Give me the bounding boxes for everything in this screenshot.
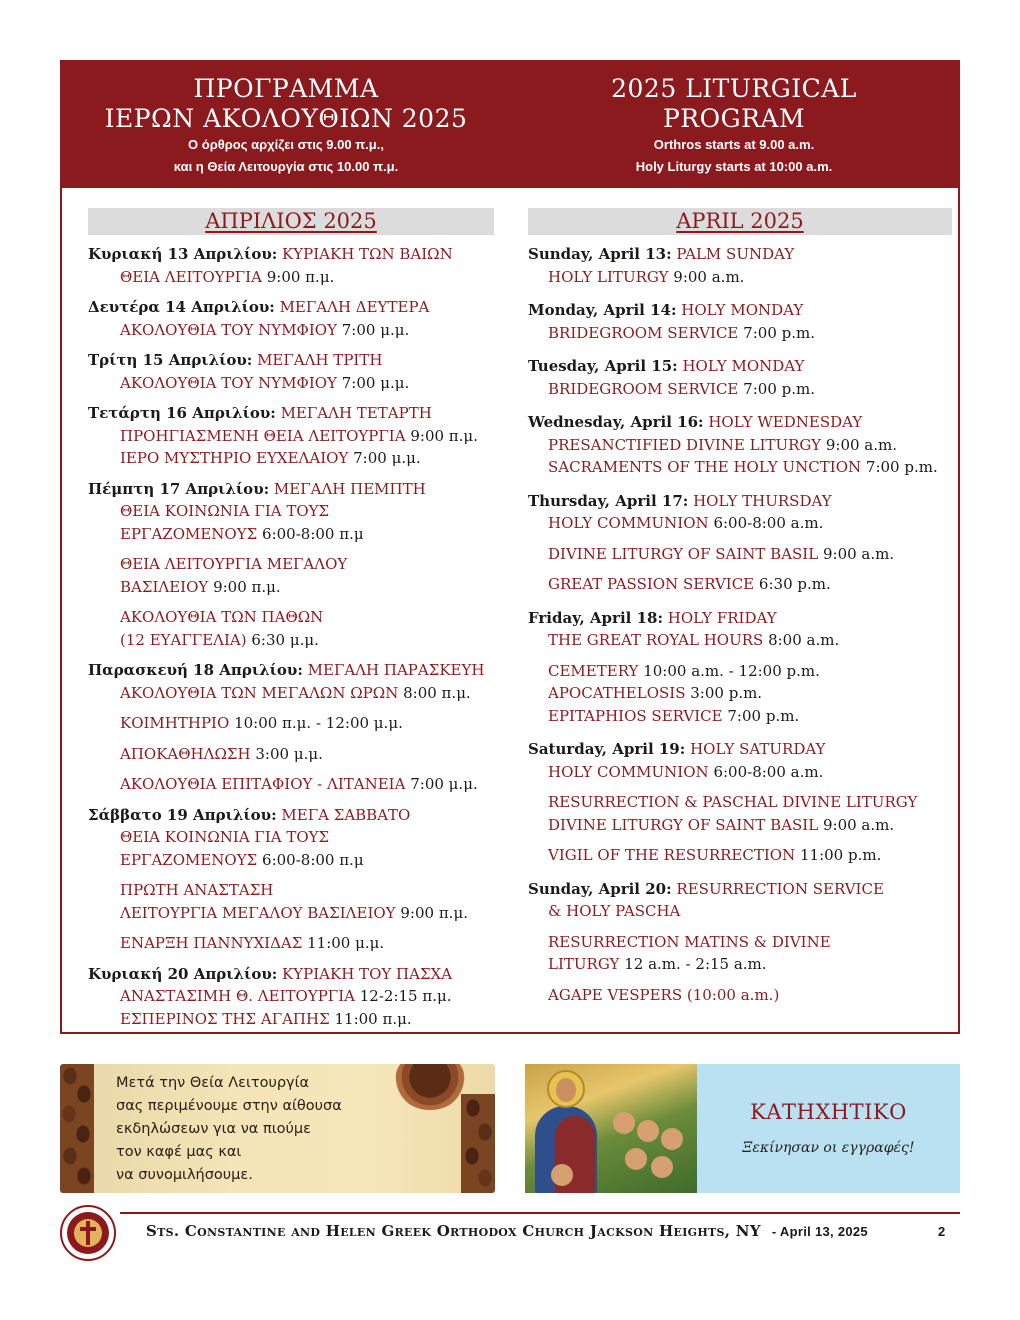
liturgical-program-frame	[60, 60, 960, 1034]
greek-day-title: ΜΕΓΑΛΗ ΠΕΜΠΤΗ	[273, 479, 426, 498]
greek-month-heading: ΑΠΡΙΛΙΟΣ 2025	[88, 208, 494, 235]
english-time: 10:00 a.m. - 12:00 p.m.	[643, 661, 820, 680]
greek-day-label: Σάββατο 19 Απριλίου:	[88, 805, 277, 824]
coffee-hour-ad	[60, 1064, 495, 1193]
greek-entry-monday-14	[88, 296, 494, 341]
greek-service: ΠΡΩΤΗ ΑΝΑΣΤΑΣΗ	[120, 881, 274, 899]
english-day-label: Wednesday, April 16:	[528, 413, 704, 431]
coffee-beans-right-image	[461, 1094, 495, 1193]
greek-service: ΑΚΟΛΟΥΘΙΑ ΕΠΙΤΑΦΙΟΥ - ΛΙΤΑΝΕΙΑ	[120, 775, 406, 793]
english-service: VIGIL OF THE RESURRECTION	[548, 846, 796, 864]
english-service: AGAPE VESPERS (10:00 a.m.)	[548, 985, 780, 1004]
english-day-title: PALM SUNDAY	[676, 245, 795, 263]
coffee-beans-left-image	[60, 1064, 94, 1193]
greek-entry-friday-18	[88, 659, 494, 796]
greek-day-title: ΚΥΡΙΑΚΗ ΤΟΥ ΠΑΣΧΑ	[282, 964, 453, 983]
greek-entry-thursday-17	[88, 478, 494, 652]
english-service: BRIDEGROOM SERVICE	[548, 379, 739, 398]
greek-time: 7:00 μ.μ.	[341, 373, 410, 392]
coffee-ad-line: εκδηλώσεων για να πιούμε	[116, 1121, 311, 1137]
greek-service: ΑΚΟΛΟΥΘΙΑ ΤΩΝ ΠΑΘΩΝ	[120, 608, 324, 626]
greek-time: 11:00 μ.μ.	[307, 934, 385, 952]
greek-entry-saturday-19	[88, 804, 494, 955]
english-time: 9:00 a.m.	[825, 435, 897, 454]
banner-english-sub-2: Holy Liturgy starts at 10:00 a.m.	[635, 159, 833, 174]
greek-service: ΕΣΠΕΡΙΝΟΣ ΤΗΣ ΑΓΑΠΗΣ	[120, 1009, 330, 1028]
greek-service: ΑΠΟΚΑΘΗΛΩΣΗ	[120, 744, 251, 763]
banner-greek-sub-1: Ο όρθρος αρχίζει στις 9.00 π.μ.,	[188, 137, 384, 152]
greek-service: ΛΕΙΤΟΥΡΓΙΑ ΜΕΓΑΛΟΥ ΒΑΣΙΛΕΙΟΥ	[120, 903, 396, 922]
greek-day-label: Πέμπτη 17 Απριλίου:	[88, 479, 270, 498]
greek-service: ΑΚΟΛΟΥΘΙΑ ΤΩΝ ΜΕΓΑΛΩΝ ΩΡΩΝ	[120, 683, 399, 702]
english-day-label: Monday, April 14:	[528, 301, 677, 319]
footer-church: Sts. Constantine and Helen Greek Orthodox Church Jackson Heights, NY	[146, 1222, 761, 1240]
english-day-title: RESURRECTION SERVICE	[676, 879, 884, 898]
english-entry-monday-14	[528, 299, 952, 344]
greek-entry-sunday-20	[88, 963, 494, 1031]
banner-greek-title-2: ΙΕΡΩΝ ΑΚΟΛΟΥΘΙΩΝ 2025	[104, 104, 468, 133]
english-day-label: Sunday, April 20:	[528, 879, 672, 898]
page-number: 2	[938, 1224, 946, 1239]
english-entry-wednesday-16	[528, 411, 952, 479]
english-service: BRIDEGROOM SERVICE	[548, 323, 739, 342]
greek-service: ΘΕΙΑ ΛΕΙΤΟΥΡΓΙΑ ΜΕΓΑΛΟΥ	[120, 555, 348, 573]
english-time: 12 a.m. - 2:15 a.m.	[624, 955, 767, 973]
greek-day-label: Κυριακή 13 Απριλίου:	[88, 245, 278, 263]
coffee-ad-line: σας περιμένουμε στην αίθουσα	[116, 1098, 342, 1114]
greek-service: ΕΝΑΡΞΗ ΠΑΝΝΥΧΙΔΑΣ	[120, 934, 303, 952]
greek-time: 11:00 π.μ.	[334, 1009, 412, 1028]
english-entry-friday-18	[528, 607, 952, 728]
footer-rule	[120, 1212, 960, 1214]
greek-day-label: Τρίτη 15 Απριλίου:	[88, 351, 253, 369]
english-time: 9:00 a.m.	[822, 815, 895, 834]
english-time: 9:00 a.m.	[822, 544, 895, 563]
greek-day-label: Δευτέρα 14 Απριλίου:	[88, 298, 275, 316]
english-day-title: HOLY SATURDAY	[690, 740, 826, 758]
greek-day-title: ΚΥΡΙΑΚΗ ΤΩΝ ΒΑΙΩΝ	[282, 245, 453, 263]
english-time: 6:00-8:00 a.m.	[713, 762, 824, 781]
greek-service: ΑΚΟΛΟΥΘΙΑ ΤΟΥ ΝΥΜΦΙΟΥ	[120, 320, 337, 339]
english-service: HOLY COMMUNION	[548, 762, 709, 781]
english-day-title: HOLY WEDNESDAY	[708, 413, 863, 431]
coffee-ad-line: Μετά την Θεία Λειτουργία	[116, 1075, 310, 1091]
english-service: HOLY LITURGY	[548, 267, 669, 286]
greek-time: 7:00 μ.μ.	[341, 320, 410, 339]
greek-time: 6:00-8:00 π.μ	[262, 850, 364, 869]
english-entry-tuesday-15	[528, 355, 952, 400]
coffee-ad-text	[116, 1072, 342, 1187]
greek-time: 9:00 π.μ.	[410, 426, 478, 445]
english-service: APOCATHELOSIS	[548, 684, 686, 702]
greek-service: ΠΡΟΗΓΙΑΣΜΕΝΗ ΘΕΙΑ ΛΕΙΤΟΥΡΓΙΑ	[120, 426, 406, 445]
footer-date: - April 13, 2025	[771, 1224, 868, 1239]
english-service: PRESANCTIFIED DIVINE LITURGY	[548, 435, 822, 454]
english-day-title: HOLY FRIDAY	[667, 608, 777, 627]
footer-church-name	[146, 1222, 868, 1240]
greek-service: ΕΡΓΑΖΟΜΕΝΟΥΣ	[120, 524, 258, 543]
greek-day-label: Τετάρτη 16 Απριλίου:	[88, 404, 276, 422]
christ-with-children-icon	[525, 1064, 697, 1193]
greek-service: ΘΕΙΑ ΚΟΙΝΩΝΙΑ ΓΙΑ ΤΟΥΣ	[120, 502, 330, 520]
english-service: DIVINE LITURGY OF SAINT BASIL	[548, 544, 819, 563]
greek-service: ΕΡΓΑΖΟΜΕΝΟΥΣ	[120, 850, 258, 869]
greek-entry-tuesday-15	[88, 349, 494, 394]
english-time: 3:00 p.m.	[690, 684, 763, 702]
english-day-title: HOLY MONDAY	[682, 357, 805, 375]
english-schedule	[528, 208, 952, 1017]
greek-entry-sunday-13	[88, 243, 494, 288]
english-service: RESURRECTION & PASCHAL DIVINE LITURGY	[548, 793, 918, 811]
english-entry-sunday-20	[528, 878, 952, 1007]
english-entry-saturday-19	[528, 738, 952, 867]
english-service: RESURRECTION MATINS & DIVINE	[548, 932, 831, 951]
english-day-label: Thursday, April 17:	[528, 491, 689, 510]
english-time: 6:00-8:00 a.m.	[713, 514, 824, 532]
coffee-ad-line: τον καφέ μας και	[116, 1144, 242, 1160]
banner-english-title-2: PROGRAM	[662, 104, 806, 133]
english-service: CEMETERY	[548, 661, 639, 680]
english-time: 7:00 p.m.	[727, 706, 800, 725]
english-time: 7:00 p.m.	[743, 323, 815, 342]
english-time: 9:00 a.m.	[673, 267, 745, 286]
english-service: DIVINE LITURGY OF SAINT BASIL	[548, 815, 819, 834]
english-entry-thursday-17	[528, 490, 952, 596]
banner-greek-sub-2: και η Θεία Λειτουργία στις 10.00 π.μ.	[173, 159, 399, 174]
greek-time: 6:30 μ.μ.	[251, 630, 319, 649]
greek-service: ΑΚΟΛΟΥΘΙΑ ΤΟΥ ΝΥΜΦΙΟΥ	[120, 373, 337, 392]
greek-time: 3:00 μ.μ.	[255, 744, 323, 763]
english-service: SACRAMENTS OF THE HOLY UNCTION	[548, 458, 862, 476]
english-day-label: Friday, April 18:	[528, 608, 663, 627]
program-banner	[62, 62, 958, 188]
coffee-ad-line: να συνομιλήσουμε.	[116, 1167, 253, 1183]
english-service: THE GREAT ROYAL HOURS	[548, 631, 764, 649]
catechism-ad	[525, 1064, 960, 1193]
greek-day-title: ΜΕΓΑΛΗ ΔΕΥΤΕΡΑ	[279, 298, 430, 316]
greek-day-title: ΜΕΓΑΛΗ ΤΡΙΤΗ	[257, 351, 383, 369]
english-day-title-cont: & HOLY PASCHA	[548, 902, 681, 920]
english-service: LITURGY	[548, 955, 620, 973]
greek-time: 12-2:15 π.μ.	[359, 987, 452, 1005]
greek-time: 8:00 π.μ.	[403, 683, 471, 702]
banner-greek	[62, 74, 510, 178]
greek-day-title: ΜΕΓΑΛΗ ΤΕΤΑΡΤΗ	[280, 404, 432, 422]
greek-time: 6:00-8:00 π.μ	[262, 524, 364, 543]
greek-time: 10:00 π.μ. - 12:00 μ.μ.	[234, 714, 403, 732]
greek-service: ΚΟΙΜΗΤΗΡΙΟ	[120, 714, 230, 732]
banner-english-sub-1: Orthros starts at 9.00 a.m.	[653, 137, 815, 152]
english-month-heading: APRIL 2025	[528, 208, 952, 235]
catechism-subtitle: Ξεκίνησαν οι εγγραφές!	[742, 1140, 915, 1156]
catechism-title: ΚΑΤΗΧΗΤΙΚΟ	[750, 1100, 907, 1124]
greek-service: (12 ΕΥΑΓΓΕΛΙΑ)	[120, 630, 247, 649]
greek-time: 9:00 π.μ.	[213, 577, 281, 596]
greek-service: ΘΕΙΑ ΚΟΙΝΩΝΙΑ ΓΙΑ ΤΟΥΣ	[120, 828, 330, 846]
greek-service: ΒΑΣΙΛΕΙΟΥ	[120, 577, 209, 596]
greek-time: 9:00 π.μ.	[266, 267, 335, 286]
english-time: 7:00 p.m.	[743, 379, 815, 398]
english-time: 6:30 p.m.	[758, 575, 831, 593]
greek-day-label: Παρασκευή 18 Απριλίου:	[88, 661, 303, 679]
greek-time: 7:00 μ.μ.	[353, 449, 421, 467]
english-day-label: Sunday, April 13:	[528, 245, 672, 263]
greek-time: 9:00 π.μ.	[400, 903, 468, 922]
english-service: EPITAPHIOS SERVICE	[548, 706, 723, 725]
english-day-label: Tuesday, April 15:	[528, 357, 678, 375]
english-time: 8:00 a.m.	[768, 631, 840, 649]
greek-entry-wednesday-16	[88, 402, 494, 470]
english-service: HOLY COMMUNION	[548, 514, 709, 532]
banner-english-title-1: 2025 LITURGICAL	[611, 74, 857, 103]
greek-service: ΘΕΙΑ ΛΕΙΤΟΥΡΓΙΑ	[120, 267, 262, 286]
english-time: 11:00 p.m.	[799, 846, 882, 864]
greek-day-title: ΜΕΓΑ ΣΑΒΒΑΤΟ	[281, 805, 411, 824]
greek-service: ΑΝΑΣΤΑΣΙΜΗ Θ. ΛΕΙΤΟΥΡΓΙΑ	[120, 987, 355, 1005]
banner-english	[510, 74, 958, 178]
greek-day-title: ΜΕΓΑΛΗ ΠΑΡΑΣΚΕΥΗ	[307, 661, 485, 679]
coffee-cup-icon	[395, 1064, 465, 1110]
english-entry-sunday-13	[528, 243, 952, 288]
greek-schedule	[88, 208, 494, 1038]
english-time: 7:00 p.m.	[865, 458, 938, 476]
banner-greek-title-1: ΠΡΟΓΡΑΜΜΑ	[193, 74, 379, 103]
greek-day-label: Κυριακή 20 Απριλίου:	[88, 964, 278, 983]
english-day-label: Saturday, April 19:	[528, 740, 686, 758]
english-day-title: HOLY THURSDAY	[693, 491, 832, 510]
greek-service: ΙΕΡΟ ΜΥΣΤΗΡΙΟ ΕΥΧΕΛΑΙΟΥ	[120, 449, 349, 467]
english-service: GREAT PASSION SERVICE	[548, 575, 755, 593]
english-day-title: HOLY MONDAY	[681, 301, 804, 319]
greek-time: 7:00 μ.μ.	[410, 775, 478, 793]
church-seal-logo	[60, 1205, 116, 1261]
